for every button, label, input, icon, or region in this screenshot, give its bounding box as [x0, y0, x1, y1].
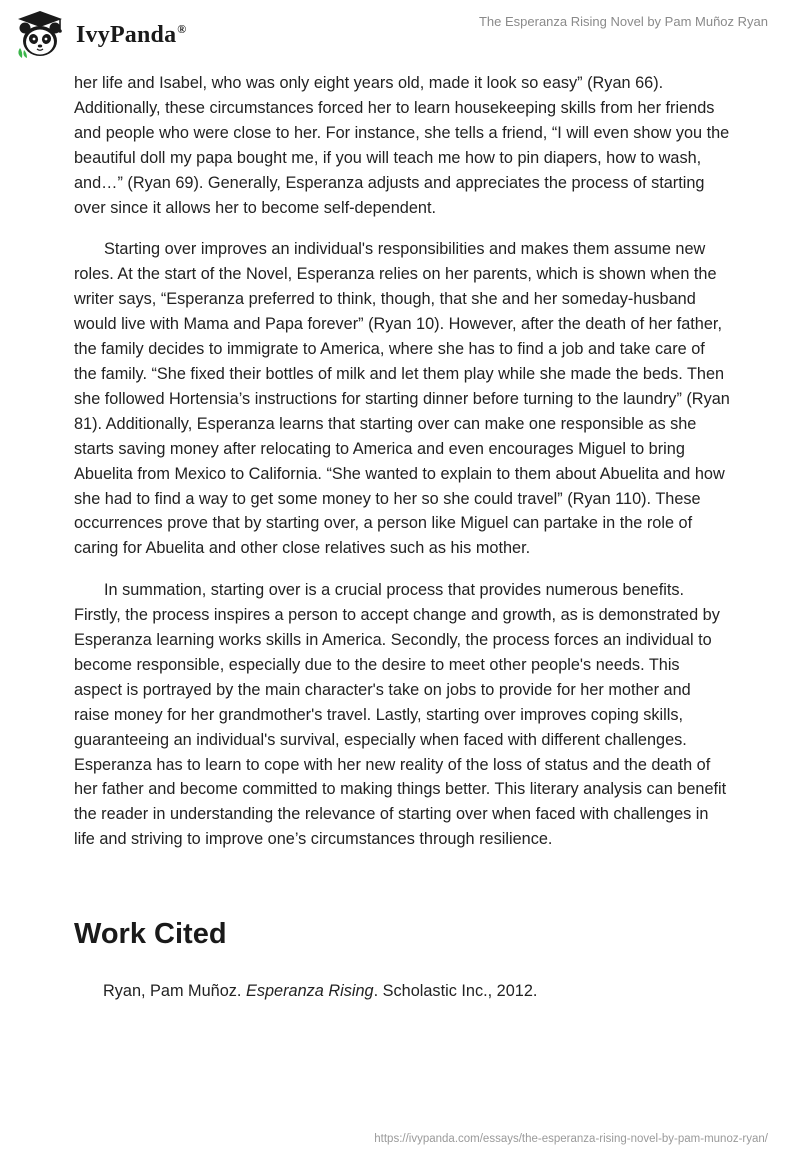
- brand-name: IvyPanda®: [76, 21, 187, 48]
- citation-author: Ryan, Pam Muñoz.: [103, 982, 246, 1000]
- paragraph-1: her life and Isabel, who was only eight years old, made it look so easy” (Ryan 66). Additionally, these circumstances forced her to learn housekeeping skills from her friends and people who were close to her. For instance, she tells a friend, “I will even show you the beautiful doll my papa bought me, if you will teach me how to pin diapers, how to wash, and…” (Ryan 69). Generally, Esperanza adjusts and appreciates the process of starting over since it allows her to become self-dependent.: [74, 74, 730, 217]
- citation-entry: [103, 979, 537, 1003]
- paragraph-2: Starting over improves an individual's responsibilities and makes them assume new roles. At the start of the Novel, Esperanza relies on her parents, which is shown when the writer says, “Esperanza preferred to think, though, that she and her someday-husband would live with Mama and Papa forever” (Ryan 10). However, after the death of her father, the family decides to immigrate to America, where she has to find a job and take care of the family. “She fixed their bottles of milk and let them play while she made the beds. Then she followed Hortensia’s instructions for starting dinner before turning to the laundry” (Ryan 81). Additionally, Esperanza learns that starting over can make one responsible as she starts saving money after relocating to America and even encourages Miguel to bring Abuelita from Mexico to California. “She wanted to explain to them about Abuelita and how she had to find a way to get some money to her so she could travel” (Ryan 110). These occurrences prove that by starting over, a person like Miguel can partake in the role of caring for Abuelita and other close relatives such as his mother.: [74, 240, 730, 558]
- essay-body: [74, 71, 730, 852]
- page-header: [0, 0, 800, 70]
- citation-title: Esperanza Rising: [245, 982, 374, 1000]
- brand-logo[interactable]: [14, 8, 186, 60]
- citation-publisher: . Scholastic Inc., 2012.: [373, 982, 538, 1000]
- paragraph-3: In summation, starting over is a crucial process that provides numerous benefits. Firstly, the process inspires a person to accept change and growth, as is demonstrated by Esperanza learning works skills in America. Secondly, the process forces an individual to become responsible, especially due to the desire to meet other people's needs. This aspect is portrayed by the main character's take on jobs to provide for her mother and raise money for her grandmother's travel. Lastly, starting over improves coping skills, guaranteeing an individual's survival, especially when faced with different challenges. Esperanza has to learn to cope with her new reality of the loss of status and the death of her father and become committed to making things better. This literary analysis can benefit the reader in understanding the relevance of starting over when faced with challenges in life and striving to improve one’s circumstances through resilience.: [74, 581, 727, 849]
- document-title: The Esperanza Rising Novel by Pam Muñoz Ryan: [478, 14, 768, 29]
- works-cited-heading: Work Cited: [74, 918, 227, 950]
- panda-logo-icon: [14, 8, 66, 60]
- source-url-link[interactable]: https://ivypanda.com/essays/the-esperanza-rising-novel-by-pam-munoz-ryan/: [374, 1133, 768, 1145]
